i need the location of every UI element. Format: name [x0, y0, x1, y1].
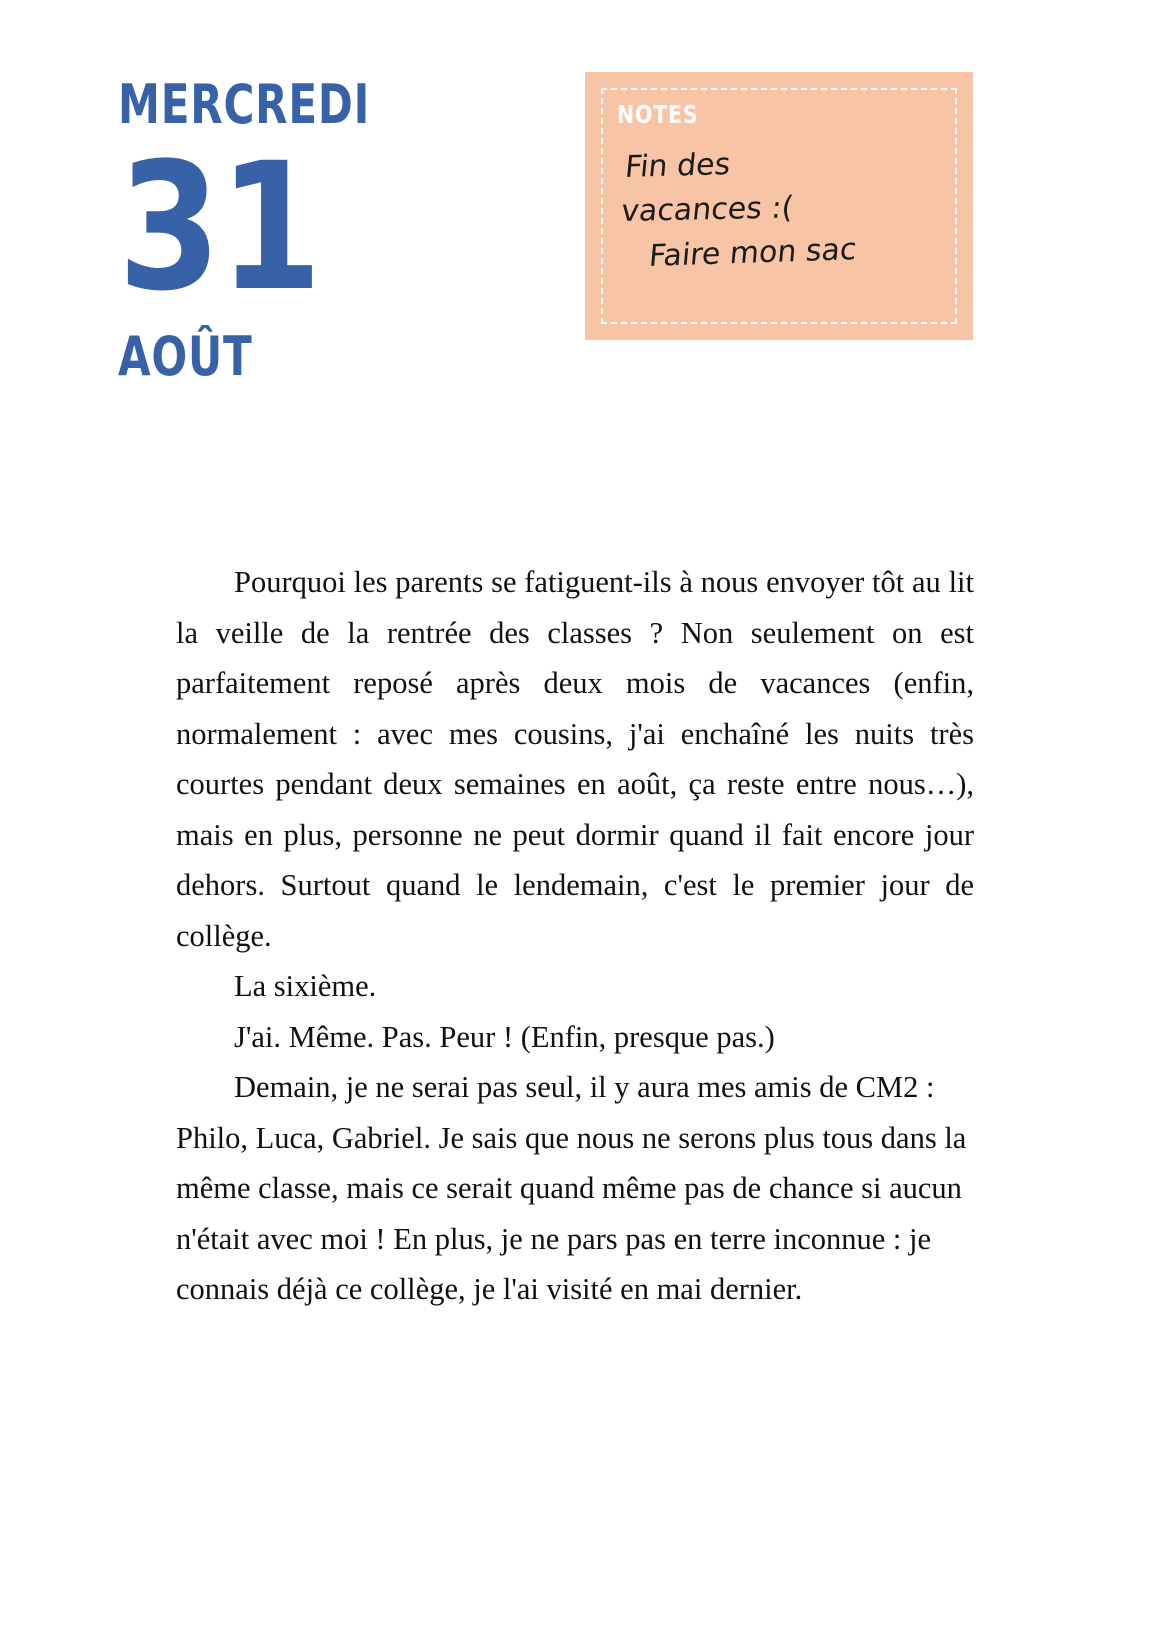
paragraph: J'ai. Même. Pas. Peur ! (Enfin, presque pas.) — [234, 1019, 775, 1054]
date-month: AOÛT — [118, 324, 253, 388]
paragraph: Demain, je ne serai pas seul, il y aura mes amis de CM2 : Philo, Luca, Gabriel. Je sais que nous ne serons plus tous dans la même classe, mais ce serait quand même pas de chance si aucun n'était avec moi ! En plus, je ne pars pas en terre inconnue : je connais déjà ce collège, je l'ai visité en mai dernier. — [176, 1070, 967, 1306]
paragraph: La sixième. — [234, 969, 377, 1003]
date-weekday: MERCREDI — [118, 73, 371, 136]
notes-title: NOTES — [617, 100, 699, 129]
diary-entry-text — [176, 557, 974, 1315]
paragraph: Pourquoi les parents se fatiguent-ils à nous envoyer tôt au lit la veille de la rentrée des classes ? Non seulement on est parfaitement reposé après deux mois de vacances (enfin, normalement : avec mes cousins, j'ai enchaîné les nuits très courtes pendant deux semaines en août, ça reste entre nous…), mais en plus, personne ne peut dormir quand il fait encore jour dehors. Surtout quand le lendemain, c'est le premier jour de collège. — [176, 565, 974, 953]
notes-card — [585, 72, 973, 340]
date-day-number: 31 — [118, 125, 321, 330]
notes-line: vacances :( — [619, 190, 796, 230]
notes-line: Fin des — [623, 146, 732, 185]
notes-handwriting — [619, 146, 947, 279]
notes-line: Faire mon sac — [647, 231, 859, 274]
date-heading — [118, 73, 448, 388]
